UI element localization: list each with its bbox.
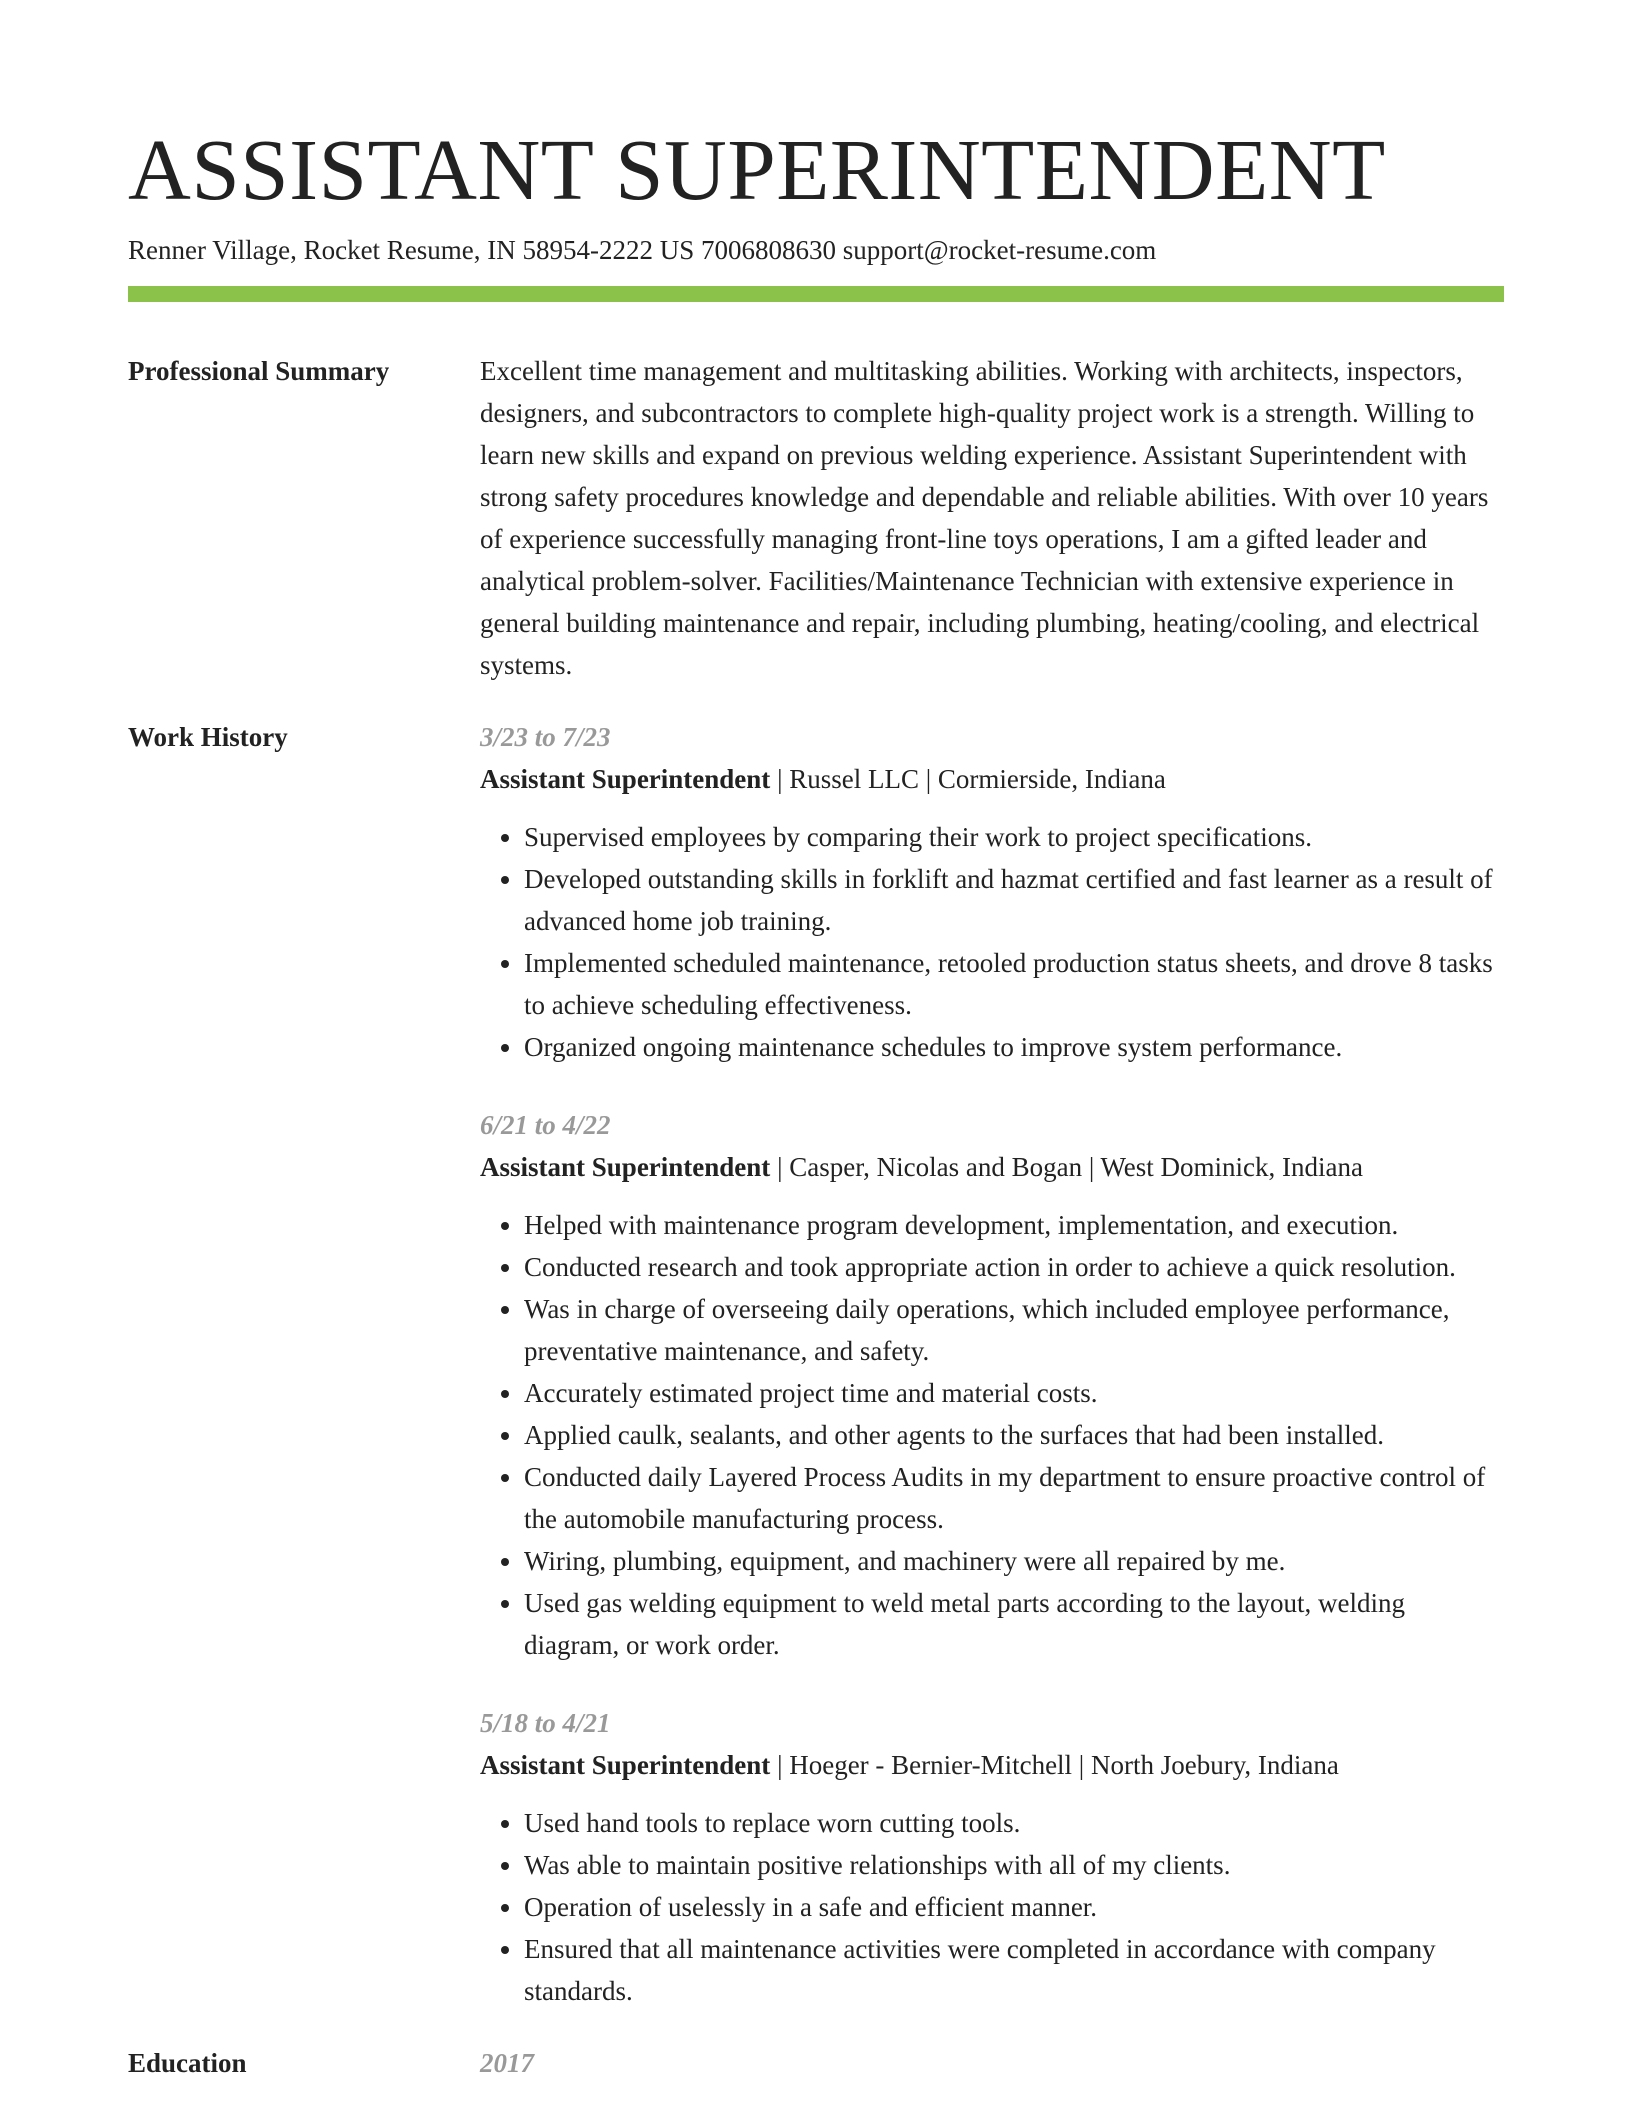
job-details: | Casper, Nicolas and Bogan | West Dominick, Indiana bbox=[770, 1152, 1363, 1182]
resume-page bbox=[128, 120, 1504, 2084]
job-heading bbox=[480, 1146, 1504, 1188]
job-bullet: • Operation of uselessly in a safe and efficient manner. bbox=[524, 1886, 1504, 1928]
contact-line: Renner Village, Rocket Resume, IN 58954-2222 US 7006808630 support@rocket-resume.com bbox=[128, 235, 1157, 265]
job-details: | Russel LLC | Cormierside, Indiana bbox=[770, 764, 1166, 794]
job-dates: 6/21 to 4/22 bbox=[480, 1110, 611, 1140]
job-title: Assistant Superintendent bbox=[480, 1152, 771, 1182]
work-history-section bbox=[128, 716, 1504, 2012]
education-body bbox=[480, 2042, 1504, 2084]
job-bullets bbox=[480, 816, 1504, 1068]
candidate-name: ASSISTANT SUPERINTENDENT bbox=[128, 121, 1386, 218]
job-bullet: • Used gas welding equipment to weld metal parts according to the layout, welding diagram, or work order. bbox=[524, 1582, 1504, 1666]
summary-text: Excellent time management and multitasking abilities. Working with architects, inspectors, designers, and subcontractors to complete high-quality project work is a strength. Willing to learn new skills and expand on previous welding experience. Assistant Superintendent with strong safety procedures knowledge and dependable and reliable abilities. With over 10 years of experience successfully managing front-line toys operations, I am a gifted leader and analytical problem-solver. Facilities/Maintenance Technician with extensive experience in general building maintenance and repair, including plumbing, heating/cooling, and electrical systems. bbox=[480, 356, 1489, 680]
job-bullets bbox=[480, 1802, 1504, 2012]
job-bullet: • Ensured that all maintenance activities were completed in accordance with company standards. bbox=[524, 1928, 1504, 2012]
job-bullet: • Was able to maintain positive relationships with all of my clients. bbox=[524, 1844, 1504, 1886]
job-entry bbox=[480, 1104, 1504, 1666]
job-bullet: • Accurately estimated project time and material costs. bbox=[524, 1372, 1504, 1414]
section-label-summary: Professional Summary bbox=[128, 356, 390, 386]
job-bullet: • Supervised employees by comparing their work to project specifications. bbox=[524, 816, 1504, 858]
summary-body bbox=[480, 350, 1504, 686]
job-bullet: • Was in charge of overseeing daily operations, which included employee performance, preventative maintenance, and safety. bbox=[524, 1288, 1504, 1372]
accent-divider bbox=[128, 286, 1504, 302]
section-label-work-history: Work History bbox=[128, 722, 288, 752]
job-details: | Hoeger - Bernier-Mitchell | North Joebury, Indiana bbox=[770, 1750, 1339, 1780]
work-history-body bbox=[480, 716, 1504, 2012]
job-title: Assistant Superintendent bbox=[480, 1750, 771, 1780]
job-entry bbox=[480, 716, 1504, 1068]
job-bullet: • Developed outstanding skills in forklift and hazmat certified and fast learner as a result of advanced home job training. bbox=[524, 858, 1504, 942]
job-heading bbox=[480, 758, 1504, 800]
job-title: Assistant Superintendent bbox=[480, 764, 771, 794]
job-dates: 5/18 to 4/21 bbox=[480, 1708, 611, 1738]
job-bullet: • Applied caulk, sealants, and other agents to the surfaces that had been installed. bbox=[524, 1414, 1504, 1456]
section-label-education: Education bbox=[128, 2048, 247, 2078]
job-entry bbox=[480, 1702, 1504, 2012]
education-section bbox=[128, 2042, 1504, 2084]
education-dates: 2017 bbox=[480, 2048, 534, 2078]
job-dates: 3/23 to 7/23 bbox=[480, 722, 611, 752]
job-bullet: • Helped with maintenance program development, implementation, and execution. bbox=[524, 1204, 1504, 1246]
job-bullet: • Organized ongoing maintenance schedules to improve system performance. bbox=[524, 1026, 1504, 1068]
job-bullet: • Implemented scheduled maintenance, retooled production status sheets, and drove 8 tasks to achieve scheduling effectiveness. bbox=[524, 942, 1504, 1026]
summary-section bbox=[128, 350, 1504, 686]
job-bullet: • Wiring, plumbing, equipment, and machinery were all repaired by me. bbox=[524, 1540, 1504, 1582]
job-bullets bbox=[480, 1204, 1504, 1666]
job-heading bbox=[480, 1744, 1504, 1786]
job-bullet: • Conducted daily Layered Process Audits in my department to ensure proactive control of the automobile manufacturing process. bbox=[524, 1456, 1504, 1540]
job-bullet: • Conducted research and took appropriate action in order to achieve a quick resolution. bbox=[524, 1246, 1504, 1288]
job-bullet: • Used hand tools to replace worn cutting tools. bbox=[524, 1802, 1504, 1844]
